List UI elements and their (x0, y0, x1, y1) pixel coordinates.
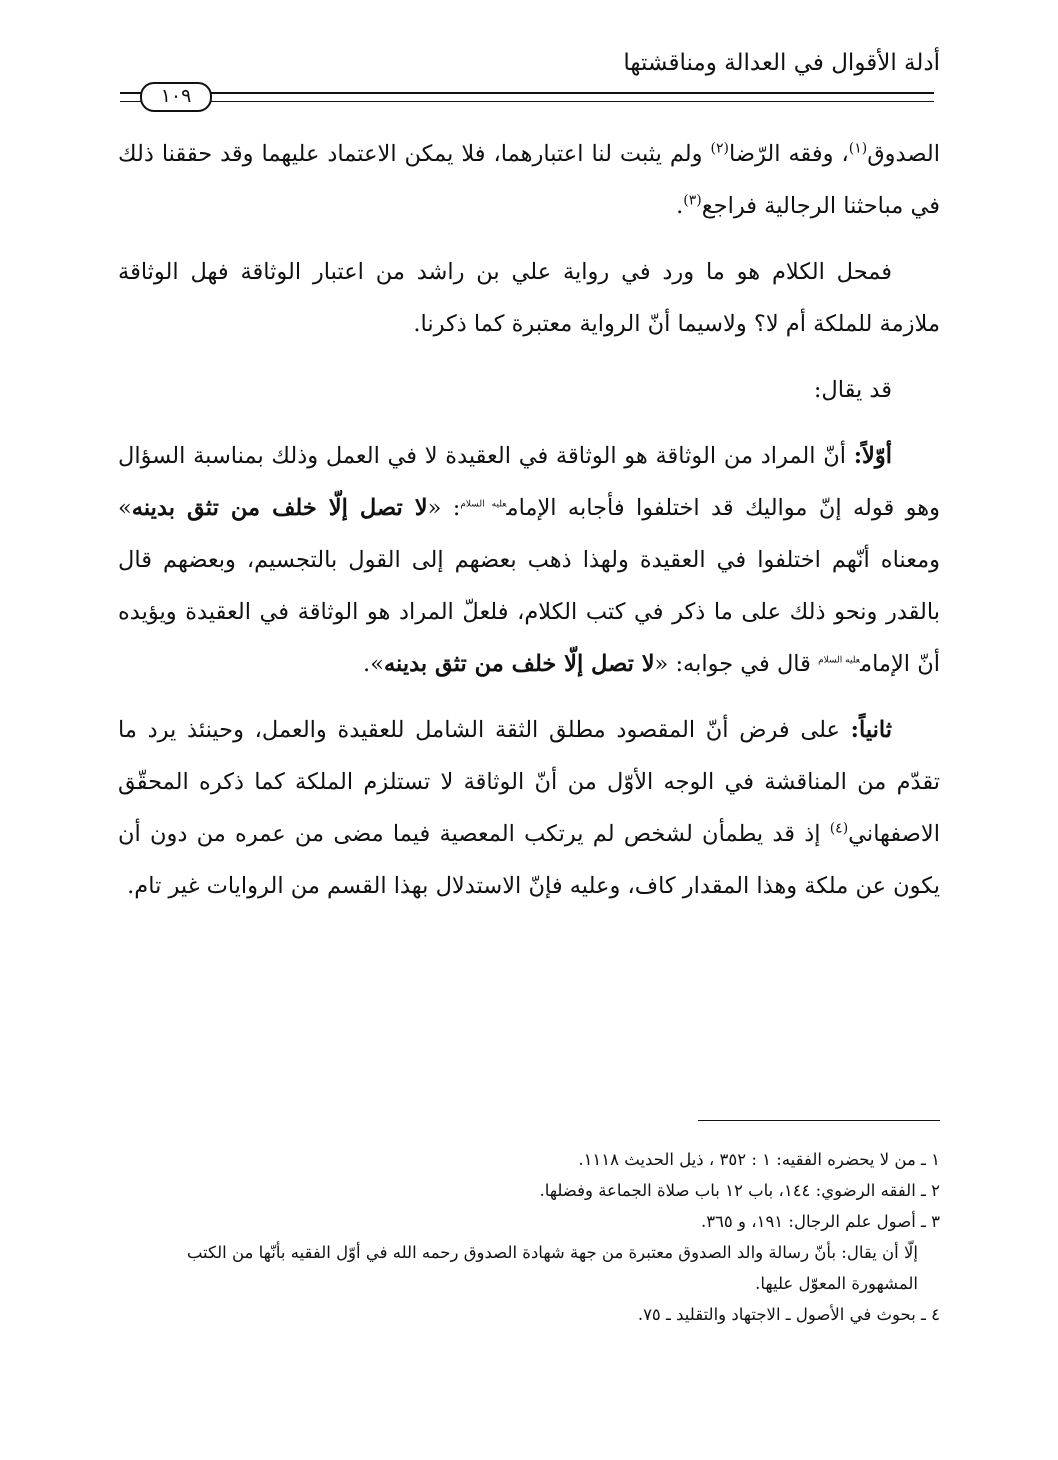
footnote-separator (698, 1120, 940, 1121)
text: ولم يثبت لنا اعتبارهما، فلا يمكن الاعتماد عليهما وقد حققنا ذلك في مباحثنا الرجالية فراجع (118, 141, 940, 219)
footnote-3-continued: إلّا أن يقال: بأنّ رسالة والد الصدوق معتبرة من جهة شهادة الصدوق رحمه الله في أوّل الفقيه بأنّها من الكتب المشهورة المعوّل عليها. (186, 1243, 918, 1293)
honorific-symbol: عليه السلام (818, 655, 861, 666)
text: أنّ المراد من الوثاقة هو الوثاقة في العقيدة لا في العمل وذلك بمناسبة السؤال وهو قوله إنّ مواليك قد اختلفوا فأجابه الإمام (118, 443, 941, 521)
point-label-second: ثانياً: (850, 717, 892, 743)
main-text (118, 128, 940, 926)
text: إذ قد يطمأن لشخص لم يرتكب المعصية فيما مضى من عمره من دون أن يكون عن ملكة وهذا المقدار كاف، وعليه فإنّ الاستدلال بهذا القسم من الروايات غير تام. (118, 821, 940, 899)
text: . (676, 193, 684, 219)
header-rule (120, 92, 934, 94)
paragraph-1 (118, 128, 940, 232)
text: على فرض أنّ المقصود مطلق الثقة الشامل للعقيدة والعمل، وحينئذ يرد ما تقدّم من المناقشة في الوجه الأوّل من أنّ الوثاقة لا تستلزم الملكة كما ذكره المحقّق الاصفهاني (118, 717, 940, 847)
paragraph-2: فمحل الكلام هو ما ورد في رواية علي بن راشد من اعتبار الوثاقة فهل الوثاقة ملازمة للملكة أم لا؟ ولاسيما أنّ الرواية معتبرة كما ذكرنا. (118, 259, 940, 337)
text: ». (363, 651, 384, 677)
paragraph-5 (118, 704, 940, 912)
paragraph-3: قد يقال: (813, 377, 892, 403)
footnote-ref-2: (٢) (710, 140, 729, 157)
footnote-3: ٣ ـ أصول علم الرجال: ١٩١، و ٣٦٥. (700, 1212, 940, 1231)
hadith-quote: لا تصل إلّا خلف من تثق بدينه (131, 495, 428, 521)
text: الصدوق (867, 141, 940, 167)
text: قال في جوابه: « (654, 651, 819, 677)
page-number: ١٠٩ (140, 82, 212, 112)
footnote-ref-4: (٤) (829, 820, 849, 837)
footnote-2: ٢ ـ الفقه الرضوي: ١٤٤، باب ١٢ باب صلاة الجماعة وفضلها. (539, 1181, 940, 1200)
running-title: أدلة الأقوال في العدالة ومناقشتها (623, 50, 940, 76)
hadith-quote: لا تصل إلّا خلف من تثق بدينه (383, 651, 655, 677)
footnote-4: ٤ ـ بحوث في الأصول ـ الاجتهاد والتقليد ـ ٧٥. (637, 1305, 940, 1324)
text: : « (427, 495, 461, 521)
paragraph-4 (118, 430, 940, 690)
footnote-ref-3: (٣) (683, 192, 702, 209)
honorific-symbol: عليه السلام (460, 499, 507, 510)
text: ، وفقه الرّضا (728, 141, 849, 167)
header-rule-thin (120, 101, 934, 102)
text: » ومعناه أنّهم اختلفوا في العقيدة ولهذا ذهب بعضهم إلى القول بالتجسيم، وبعضهم قال بالقدر ونحو ذلك على ما ذكر في كتب الكلام، فلعلّ المراد هو الوثاقة في العقيدة ويؤيده أنّ الإمام (118, 495, 940, 677)
footnote-ref-1: (١) (848, 140, 868, 157)
footnotes (118, 1144, 940, 1330)
point-label-first: أوّلاً: (853, 443, 892, 469)
footnote-1: ١ ـ من لا يحضره الفقيه: ١ : ٣٥٢ ، ذيل الحديث ١١١٨. (578, 1150, 940, 1169)
